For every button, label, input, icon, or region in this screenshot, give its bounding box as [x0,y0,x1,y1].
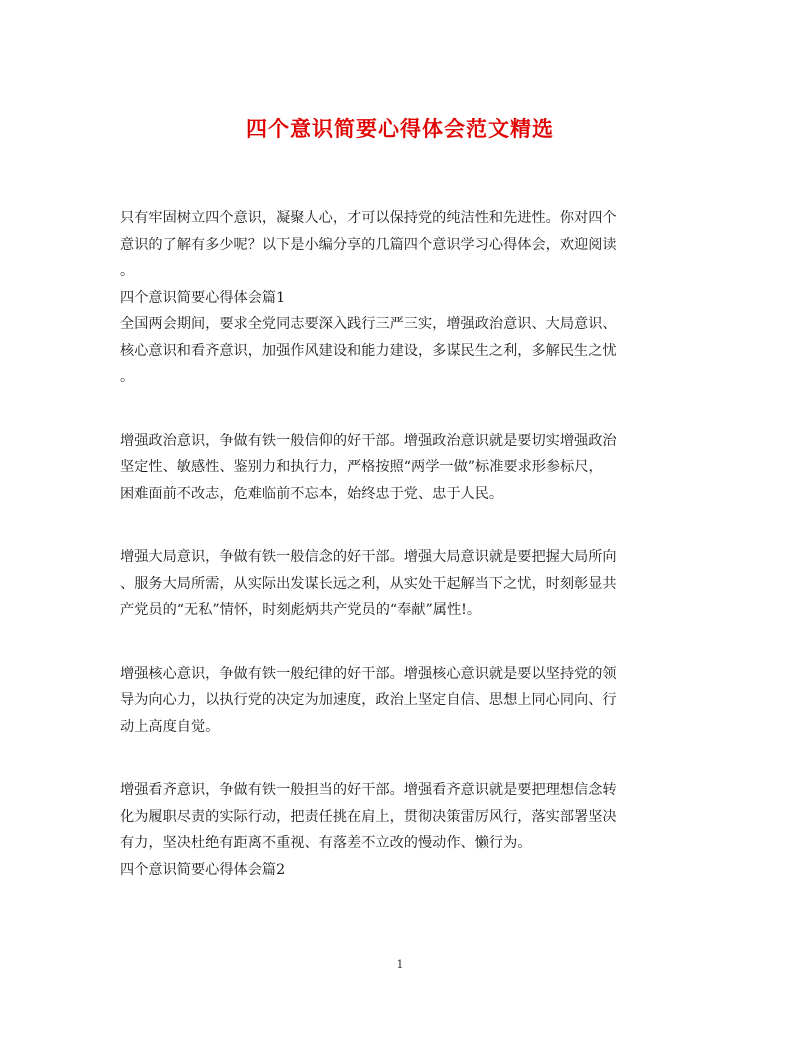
paragraph-core-awareness [120,661,685,741]
text-line: 增强核心意识，争做有铁一般纪律的好干部。增强核心意识就是要以坚持党的领 [120,665,617,682]
document-body [120,205,685,883]
text-line: 全国两会期间，要求全党同志要深入践行三严三实，增强政治意识、大局意识、 [120,316,617,332]
paragraph-political-awareness [120,428,685,508]
text-line: 四个意识简要心得体会篇1 [120,289,286,306]
text-line: 增强看齐意识，争做有铁一般担当的好干部。增强看齐意识就是要把理想信念转 [120,782,617,798]
paragraph-spacer [120,391,685,428]
text-line: 坚定性、敏感性、鉴别力和执行力，严格按照“两学一做”标准要求形参标尺， [120,459,603,475]
text-line: 动上高度自觉。 [120,718,220,735]
text-line: 。 [120,369,135,385]
text-line: 有力，坚决杜绝有距离不重视、有落差不立改的慢动作、懒行为。 [120,835,532,851]
section-heading-1 [120,285,685,312]
text-line: 产党员的“无私”情怀，时刻彪炳共产党员的“奉献”属性!。 [120,602,482,618]
paragraph-spacer [120,507,685,544]
document-title: 四个意识简要心得体会范文精选 [246,116,554,141]
page-number: 1 [396,958,404,971]
text-line: 意识的了解有多少呢？以下是小编分享的几篇四个意识学习心得体会，欢迎阅读 [120,236,617,253]
paragraph-two-sessions [120,311,685,391]
text-line: 。 [120,263,135,279]
text-line: 化为履职尽责的实际行动，把责任挑在肩上，贯彻决策雷厉风行，落实部署坚决 [120,808,617,825]
section-heading-2 [120,857,685,884]
text-line: 增强大局意识，争做有铁一般信念的好干部。增强大局意识就是要把握大局所向 [120,549,617,565]
text-line: 困难面前不改志，危难临前不忘本，始终忠于党、忠于人民。 [120,485,504,502]
paragraph-spacer [120,740,685,777]
text-line: 、服务大局所需，从实际出发谋长远之利，从实处干起解当下之忧，时刻彰显共 [120,575,617,592]
paragraph-overall-awareness [120,544,685,624]
paragraph-intro [120,205,685,285]
text-line: 增强政治意识，争做有铁一般信仰的好干部。增强政治意识就是要切实增强政治 [120,432,617,449]
text-line: 导为向心力，以执行党的决定为加速度，政治上坚定自信、思想上同心同向、行 [120,692,617,708]
text-line: 只有牢固树立四个意识，凝聚人心，才可以保持党的纯洁性和先进性。你对四个 [120,210,617,226]
paragraph-alignment-awareness [120,777,685,857]
text-line: 四个意识简要心得体会篇2 [120,861,286,878]
paragraph-spacer [120,624,685,661]
text-line: 核心意识和看齐意识，加强作风建设和能力建设，多谋民生之利，多解民生之忧 [120,342,617,359]
